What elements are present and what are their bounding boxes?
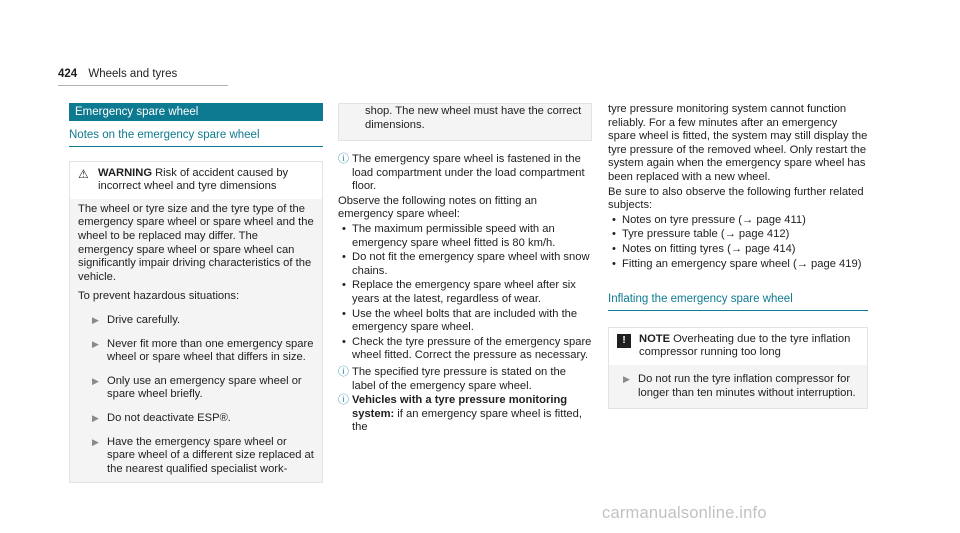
- step-item: ▶ Have the emergency spare wheel or spare wheel of a different size replaced at the nearest qualified specialist work-: [92, 435, 314, 475]
- paragraph: Be sure to also observe the following further related subjects:: [608, 185, 864, 212]
- step-item: ▶ Do not deactivate ESP®.: [92, 411, 231, 424]
- info-note: ⓘ The specified tyre pressure is stated on the label of the emergency spare wheel.: [338, 365, 566, 392]
- warning-body: [70, 199, 322, 483]
- exclamation-icon: !: [617, 334, 631, 348]
- watermark: carmanualsonline.info: [602, 504, 767, 522]
- step-item: ▶ Only use an emergency spare wheel or spare wheel briefly.: [92, 374, 302, 401]
- arrow-icon: ▶: [92, 436, 99, 447]
- warning-continued-box: [338, 103, 592, 141]
- continued-text: shop. The new wheel must have the correct dimensions.: [365, 105, 582, 131]
- notice-header: [609, 328, 867, 365]
- info-note: ⓘ The emergency spare wheel is fastened in the load compartment under the load compartment floor.: [338, 153, 585, 193]
- warning-label: WARNING: [98, 166, 153, 179]
- related-links: [608, 214, 868, 271]
- warning-triangle-icon: ⚠: [78, 166, 89, 181]
- cross-reference[interactable]: • Fitting an emergency spare wheel (→ page 419): [612, 257, 862, 270]
- subheading: Notes on the emergency spare wheel: [69, 129, 323, 147]
- notice-label: NOTE: [639, 332, 671, 345]
- column-2: [338, 103, 592, 435]
- section-banner: Emergency spare wheel: [69, 103, 323, 121]
- paragraph: tyre pressure monitoring system cannot function reliably. For a few minutes after an emergency spare wheel is fitted, the system may still display the tyre pressure of the removed wheel. Only restart the system again when the emergency spare wheel has been replaced with a new wheel.: [608, 103, 868, 183]
- cross-reference[interactable]: • Notes on fitting tyres (→ page 414): [612, 242, 796, 255]
- list-item: • Check the tyre pressure of the emergency spare wheel fitted. Correct the pressure as necessary.: [342, 335, 592, 362]
- arrow-icon: ▶: [92, 314, 99, 325]
- warning-text: The wheel or tyre size and the tyre type of the emergency spare wheel or spare wheel and the wheel to be replaced may differ. The emergency spare wheel or spare wheel can significantly impair driving characteristics of the vehicle.: [78, 202, 314, 283]
- step-item: ▶ Never fit more than one emergency spare wheel or spare wheel that differs in size.: [92, 337, 314, 364]
- cross-reference[interactable]: • Notes on tyre pressure (→ page 411): [612, 213, 806, 226]
- step-item: ▶ Do not run the tyre inflation compressor for longer than ten minutes without interruption.: [623, 372, 856, 399]
- warning-header: [70, 162, 322, 199]
- warning-headline: Risk of accident caused by incorrect wheel and tyre dimensions: [98, 166, 289, 193]
- arrow-icon: ▶: [92, 338, 99, 349]
- step-item: ▶ Drive carefully.: [92, 313, 181, 326]
- arrow-right-icon: →: [730, 242, 743, 255]
- running-title: Wheels and tyres: [88, 68, 178, 80]
- page-header: [58, 68, 177, 82]
- warning-box: [69, 161, 323, 484]
- note-label: Vehicles with a tyre pressure monitoring system:: [352, 394, 568, 420]
- list-item: • The maximum permissible speed with an emergency spare wheel fitted is 80 km/h.: [342, 222, 556, 249]
- header-rule: [58, 85, 228, 86]
- notice-body: [609, 365, 867, 408]
- observe-text: Observe the following notes on fitting an emergency spare wheel:: [338, 194, 538, 221]
- list-item: • Do not fit the emergency spare wheel with snow chains.: [342, 251, 590, 277]
- arrow-right-icon: →: [742, 213, 754, 226]
- arrow-right-icon: →: [796, 257, 808, 270]
- list-item: • Replace the emergency spare wheel after six years at the latest, regardless of wear.: [342, 279, 576, 305]
- prevent-text: To prevent hazardous situations:: [78, 290, 240, 303]
- column-3: [608, 103, 868, 409]
- info-icon: ⓘ: [338, 153, 349, 165]
- info-icon: ⓘ: [338, 394, 349, 407]
- column-1: [69, 103, 323, 483]
- bullet-list: [338, 223, 592, 363]
- notice-headline: Overheating due to the tyre inflation compressor running too long: [639, 332, 851, 359]
- arrow-icon: ▶: [623, 373, 630, 384]
- arrow-right-icon: →: [724, 228, 736, 241]
- info-icon: ⓘ: [338, 365, 349, 378]
- arrow-icon: ▶: [92, 412, 99, 423]
- page-number: 424: [58, 68, 78, 80]
- info-note: ⓘ Vehicles with a tyre pressure monitoring system: if an emergency spare wheel is fitted, the: [338, 394, 582, 434]
- notice-box: [608, 327, 868, 409]
- arrow-icon: ▶: [92, 375, 99, 386]
- subheading: Inflating the emergency spare wheel: [608, 293, 868, 311]
- list-item: • Use the wheel bolts that are included with the emergency spare wheel.: [342, 307, 578, 334]
- cross-reference[interactable]: • Tyre pressure table (→ page 412): [612, 228, 790, 241]
